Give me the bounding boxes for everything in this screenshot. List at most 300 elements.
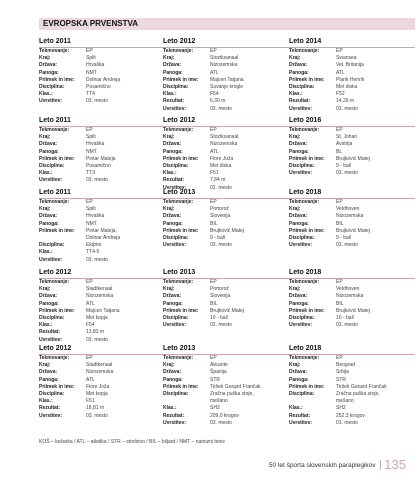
field-label: Klas.: bbox=[39, 170, 53, 177]
field-row bbox=[163, 156, 285, 163]
field-value: Brujković Matej bbox=[336, 307, 370, 314]
field-row bbox=[163, 62, 285, 69]
field-value: 03. mesto bbox=[210, 105, 232, 112]
field-label: Kraj: bbox=[163, 206, 175, 213]
field-label: Kraj: bbox=[163, 55, 175, 62]
field-label: Uvrstitev: bbox=[289, 170, 313, 177]
field-label: Tekmovanje: bbox=[39, 279, 70, 285]
field-value: ATL bbox=[210, 69, 219, 76]
field-value: Nizozemska bbox=[86, 369, 114, 376]
field-row bbox=[289, 206, 411, 213]
field-label: Kraj: bbox=[289, 134, 301, 141]
field-value: Dolinar Andreja bbox=[86, 76, 121, 83]
field-row bbox=[39, 257, 161, 264]
field-row bbox=[163, 163, 285, 170]
field-label: Klas.: bbox=[39, 398, 53, 405]
field-row bbox=[289, 242, 411, 249]
field-label: Uvrstitev: bbox=[289, 322, 313, 329]
field-row bbox=[289, 279, 411, 286]
field-row bbox=[289, 420, 411, 427]
field-value: Split bbox=[86, 206, 96, 213]
field-value: mešano bbox=[336, 398, 354, 405]
field-row bbox=[289, 106, 411, 113]
field-value: Plank Henrik bbox=[336, 76, 365, 83]
field-row bbox=[163, 106, 285, 113]
field-value: TT3 bbox=[86, 170, 95, 177]
field-row bbox=[163, 279, 285, 286]
field-label: Priimek in ime: bbox=[163, 383, 199, 390]
field-label: Država: bbox=[39, 293, 58, 300]
result-entry bbox=[289, 48, 411, 113]
field-value: SH2 bbox=[336, 405, 346, 412]
field-row bbox=[289, 98, 411, 105]
field-value: EP bbox=[86, 127, 93, 133]
field-value: 03. mesto bbox=[86, 98, 108, 105]
field-row bbox=[39, 301, 161, 308]
field-value: Suvanje krogle bbox=[210, 83, 244, 90]
field-label: Panoga: bbox=[289, 376, 309, 383]
field-label: Disciplina: bbox=[289, 314, 315, 321]
field-label: Disciplina: bbox=[163, 314, 189, 321]
field-value: Stoziksanaal bbox=[210, 134, 239, 141]
field-row bbox=[289, 235, 411, 242]
field-label: Država: bbox=[39, 62, 58, 69]
field-row bbox=[289, 91, 411, 98]
field-value: Brujković Matej bbox=[210, 227, 244, 234]
field-row bbox=[39, 77, 161, 84]
field-label: Disciplina: bbox=[39, 242, 65, 249]
result-entry bbox=[163, 48, 285, 113]
field-value: Swansea bbox=[336, 55, 357, 62]
field-row bbox=[163, 199, 285, 206]
year-heading: Leto 2011 bbox=[39, 38, 71, 45]
field-value: 209,0 krogov bbox=[210, 412, 239, 419]
field-row bbox=[39, 156, 161, 163]
result-entry bbox=[289, 279, 411, 329]
field-row bbox=[163, 384, 285, 391]
field-row bbox=[39, 293, 161, 300]
field-value: Beograd bbox=[336, 362, 355, 369]
field-value: 10 - ball bbox=[336, 314, 354, 321]
field-label: Tekmovanje: bbox=[289, 279, 320, 285]
field-value: Portorož bbox=[210, 206, 229, 213]
field-row bbox=[39, 228, 161, 235]
field-row bbox=[39, 134, 161, 141]
field-row bbox=[163, 134, 285, 141]
field-value: Alicante bbox=[210, 362, 228, 369]
field-label: Klas.: bbox=[163, 405, 177, 412]
field-row bbox=[39, 242, 161, 249]
field-value: Tiršek Gorazd Frančak bbox=[210, 383, 261, 390]
field-row bbox=[39, 70, 161, 77]
field-label: Država: bbox=[289, 141, 308, 148]
field-label: Država: bbox=[163, 369, 182, 376]
field-row bbox=[39, 315, 161, 322]
field-label: Država: bbox=[163, 141, 182, 148]
field-value: TT4 bbox=[86, 91, 95, 98]
year-heading: Leto 2013 bbox=[163, 345, 196, 352]
field-label: Rezultat: bbox=[39, 329, 61, 336]
field-row bbox=[39, 391, 161, 398]
field-value: 6,30 m bbox=[210, 98, 226, 105]
field-label: Tekmovanje: bbox=[163, 199, 194, 205]
year-heading: Leto 2014 bbox=[289, 38, 322, 45]
field-row bbox=[289, 286, 411, 293]
field-row bbox=[39, 369, 161, 376]
field-row bbox=[163, 206, 285, 213]
field-value: Majcen Tatjana bbox=[210, 76, 244, 83]
field-row bbox=[163, 369, 285, 376]
page-number: 135 bbox=[384, 457, 406, 472]
field-value: ATL bbox=[86, 376, 95, 383]
field-label: Rezultat: bbox=[289, 98, 311, 105]
field-row bbox=[39, 163, 161, 170]
field-label: Kraj: bbox=[163, 362, 175, 369]
field-value: Zračna puška stoje, bbox=[210, 390, 254, 397]
field-value: Stoziksanaal bbox=[210, 55, 239, 62]
field-label: Priimek in ime: bbox=[39, 76, 75, 83]
field-row bbox=[163, 177, 285, 184]
field-label: Rezultat: bbox=[289, 412, 311, 419]
field-label: Disciplina: bbox=[163, 390, 189, 397]
field-row bbox=[163, 221, 285, 228]
field-value: EP bbox=[336, 355, 343, 361]
field-row bbox=[289, 62, 411, 69]
field-row bbox=[289, 163, 411, 170]
field-value: Stadtkenaal bbox=[86, 286, 113, 293]
field-label: Priimek in ime: bbox=[163, 307, 199, 314]
field-row bbox=[289, 48, 411, 55]
field-row bbox=[39, 221, 161, 228]
field-row bbox=[39, 149, 161, 156]
field-value: 03. mesto bbox=[86, 256, 108, 263]
field-row bbox=[163, 405, 285, 412]
year-heading: Leto 2016 bbox=[289, 117, 322, 124]
field-label: Država: bbox=[289, 293, 308, 300]
field-row bbox=[39, 213, 161, 220]
field-row bbox=[163, 141, 285, 148]
field-value: Slovenija bbox=[210, 293, 231, 300]
field-value: Split bbox=[86, 55, 96, 62]
field-value: Posamično bbox=[86, 83, 111, 90]
result-entry bbox=[39, 279, 161, 344]
field-value: Split bbox=[86, 134, 96, 141]
field-label: Država: bbox=[163, 213, 182, 220]
field-row bbox=[39, 279, 161, 286]
field-value: F54 bbox=[210, 91, 219, 98]
field-value: BIL bbox=[210, 300, 218, 307]
field-label: Uvrstitev: bbox=[289, 419, 313, 426]
field-row bbox=[289, 149, 411, 156]
field-row bbox=[39, 141, 161, 148]
field-value: 10 - ball bbox=[210, 314, 228, 321]
field-row bbox=[289, 228, 411, 235]
field-label: Panoga: bbox=[163, 148, 183, 155]
field-value: 9 - ball bbox=[210, 234, 226, 241]
field-label: Tekmovanje: bbox=[39, 199, 70, 205]
year-heading: Leto 2013 bbox=[163, 269, 196, 276]
field-row bbox=[39, 329, 161, 336]
field-label: Država: bbox=[39, 213, 58, 220]
field-label: Disciplina: bbox=[39, 314, 65, 321]
field-label: Panoga: bbox=[163, 376, 183, 383]
field-label: Država: bbox=[39, 369, 58, 376]
field-label: Disciplina: bbox=[289, 83, 315, 90]
field-row bbox=[163, 355, 285, 362]
section-title: EVROPSKA PRVENSTVA bbox=[43, 19, 138, 28]
field-label: Panoga: bbox=[39, 300, 59, 307]
field-value: Španija bbox=[210, 369, 227, 376]
field-row bbox=[39, 177, 161, 184]
page-footer bbox=[269, 456, 406, 470]
field-row bbox=[289, 141, 411, 148]
field-label: Država: bbox=[163, 293, 182, 300]
field-row bbox=[39, 170, 161, 177]
field-row bbox=[39, 199, 161, 206]
field-value: Posamično bbox=[86, 162, 111, 169]
field-row bbox=[163, 293, 285, 300]
field-value: Nizozemska bbox=[86, 293, 114, 300]
field-label: Klas.: bbox=[289, 91, 303, 98]
field-row bbox=[163, 242, 285, 249]
field-value: 03. mesto bbox=[336, 322, 358, 329]
field-row bbox=[163, 301, 285, 308]
field-value: 02. mesto bbox=[210, 322, 232, 329]
field-row bbox=[163, 170, 285, 177]
field-row bbox=[163, 228, 285, 235]
field-value: Met kopja bbox=[86, 390, 108, 397]
field-label: Rezultat: bbox=[163, 177, 185, 184]
field-value: Hrvaška bbox=[86, 213, 105, 220]
field-row bbox=[289, 221, 411, 228]
field-row bbox=[39, 55, 161, 62]
field-value: Dolinar Andreja bbox=[86, 234, 121, 241]
field-value: STR bbox=[210, 376, 220, 383]
field-value: EP bbox=[210, 127, 217, 133]
field-label: Kraj: bbox=[289, 55, 301, 62]
field-value: Ekipno bbox=[86, 242, 102, 249]
field-row bbox=[39, 127, 161, 134]
field-row bbox=[289, 156, 411, 163]
field-label: Priimek in ime: bbox=[163, 227, 199, 234]
field-label: Kraj: bbox=[39, 206, 51, 213]
result-entry bbox=[163, 199, 285, 249]
field-label: Uvrstitev: bbox=[289, 105, 313, 112]
field-label: Kraj: bbox=[163, 134, 175, 141]
field-value: F52 bbox=[336, 91, 345, 98]
field-row bbox=[39, 308, 161, 315]
field-label: Država: bbox=[163, 62, 182, 69]
field-row bbox=[163, 235, 285, 242]
result-entry bbox=[163, 355, 285, 427]
field-value: Majcen Tatjana bbox=[86, 307, 120, 314]
field-label: Klas.: bbox=[39, 322, 53, 329]
field-value: ATL bbox=[336, 69, 345, 76]
field-label: Priimek in ime: bbox=[289, 76, 325, 83]
field-row bbox=[163, 398, 285, 405]
field-value: EP bbox=[210, 48, 217, 54]
field-value: EP bbox=[210, 355, 217, 361]
field-row bbox=[289, 55, 411, 62]
field-label: Klas.: bbox=[289, 405, 303, 412]
field-label: Priimek in ime: bbox=[39, 155, 75, 162]
field-label: Priimek in ime: bbox=[39, 383, 75, 390]
year-heading: Leto 2012 bbox=[39, 345, 72, 352]
field-row bbox=[163, 48, 285, 55]
field-value: EP bbox=[86, 48, 93, 54]
field-row bbox=[39, 48, 161, 55]
field-row bbox=[289, 362, 411, 369]
field-label: Disciplina: bbox=[289, 234, 315, 241]
field-row bbox=[289, 315, 411, 322]
result-entry bbox=[163, 127, 285, 192]
field-value: Veldhoven bbox=[336, 206, 360, 213]
field-label: Uvrstitev: bbox=[39, 98, 63, 105]
field-row bbox=[163, 213, 285, 220]
field-value: BIL bbox=[336, 300, 344, 307]
year-heading: Leto 2011 bbox=[39, 117, 71, 124]
result-entry bbox=[39, 48, 161, 106]
field-label: Klas.: bbox=[39, 91, 53, 98]
field-label: Disciplina: bbox=[163, 83, 189, 90]
field-row bbox=[39, 413, 161, 420]
year-heading: Leto 2011 bbox=[39, 189, 71, 196]
result-entry bbox=[289, 127, 411, 177]
field-value: Vel. Britanija bbox=[336, 62, 364, 69]
field-row bbox=[289, 213, 411, 220]
year-heading: Leto 2018 bbox=[289, 189, 322, 196]
field-row bbox=[39, 91, 161, 98]
field-row bbox=[163, 55, 285, 62]
field-label: Klas.: bbox=[163, 91, 177, 98]
field-value: EP bbox=[336, 48, 343, 54]
field-value: NMT bbox=[86, 148, 97, 155]
result-entry bbox=[39, 199, 161, 264]
field-label: Panoga: bbox=[39, 148, 59, 155]
field-label: Tekmovanje: bbox=[289, 355, 320, 361]
field-label: Klas.: bbox=[163, 170, 177, 177]
field-label: Kraj: bbox=[289, 206, 301, 213]
field-row bbox=[289, 405, 411, 412]
field-label: Panoga: bbox=[163, 300, 183, 307]
field-row bbox=[39, 206, 161, 213]
field-value: ATL bbox=[210, 148, 219, 155]
field-label: Panoga: bbox=[289, 220, 309, 227]
field-value: Slovenija bbox=[210, 213, 231, 220]
field-value: EP bbox=[336, 199, 343, 205]
field-value: SH2 bbox=[210, 405, 220, 412]
field-value: 9 - ball bbox=[336, 162, 352, 169]
field-row bbox=[163, 84, 285, 91]
field-label: Priimek in ime: bbox=[39, 227, 75, 234]
field-value: EP bbox=[86, 355, 93, 361]
field-label: Uvrstitev: bbox=[163, 184, 187, 191]
field-row bbox=[163, 308, 285, 315]
field-row bbox=[163, 377, 285, 384]
field-value: F51 bbox=[210, 170, 219, 177]
field-label: Priimek in ime: bbox=[289, 155, 325, 162]
field-value: Met diska bbox=[336, 83, 358, 90]
field-value: 252,3 krogov bbox=[336, 412, 365, 419]
field-label: Uvrstitev: bbox=[39, 412, 63, 419]
field-label: Tekmovanje: bbox=[289, 48, 320, 54]
field-value: F51 bbox=[86, 398, 95, 405]
field-row bbox=[39, 249, 161, 256]
field-row bbox=[289, 413, 411, 420]
field-label: Tekmovanje: bbox=[163, 127, 194, 133]
field-row bbox=[163, 322, 285, 329]
field-row bbox=[163, 413, 285, 420]
book-title: 50 let športa slovenskih paraplegikov bbox=[268, 462, 376, 469]
field-label: Tekmovanje: bbox=[39, 127, 70, 133]
field-label: Disciplina: bbox=[39, 162, 65, 169]
year-heading: Leto 2012 bbox=[39, 269, 72, 276]
field-row bbox=[39, 398, 161, 405]
field-value: 13,83 m bbox=[86, 329, 105, 336]
result-entry bbox=[39, 127, 161, 185]
field-row bbox=[289, 369, 411, 376]
field-row bbox=[39, 337, 161, 344]
field-label: Kraj: bbox=[39, 134, 51, 141]
field-value: mešano bbox=[210, 398, 228, 405]
field-value: Fiore Joža bbox=[86, 383, 110, 390]
field-value: Nizozemska bbox=[336, 293, 364, 300]
field-label: Disciplina: bbox=[289, 390, 315, 397]
field-value: EP bbox=[336, 127, 343, 133]
field-row bbox=[163, 149, 285, 156]
field-row bbox=[289, 398, 411, 405]
field-value: Brujković Matej bbox=[336, 155, 370, 162]
result-entry bbox=[39, 355, 161, 420]
field-value: EP bbox=[210, 279, 217, 285]
field-row bbox=[289, 70, 411, 77]
field-value: 03. mesto bbox=[86, 177, 108, 184]
footer-divider bbox=[380, 460, 381, 470]
field-value: 03. mesto bbox=[336, 170, 358, 177]
field-value: Brujković Matej bbox=[336, 227, 370, 234]
field-value: Pintar Mateja bbox=[86, 155, 116, 162]
result-entry bbox=[289, 199, 411, 249]
section-header bbox=[39, 18, 415, 30]
field-value: 03. mesto bbox=[210, 419, 232, 426]
field-label: Panoga: bbox=[163, 220, 183, 227]
field-row bbox=[289, 384, 411, 391]
field-row bbox=[163, 77, 285, 84]
field-row bbox=[289, 308, 411, 315]
field-value: 03. mesto bbox=[336, 242, 358, 249]
field-value: EP bbox=[336, 279, 343, 285]
field-label: Priimek in ime: bbox=[163, 76, 199, 83]
field-value: Brujković Matej bbox=[210, 307, 244, 314]
result-entry bbox=[289, 355, 411, 427]
field-value: Avstrija bbox=[336, 141, 353, 148]
field-label: Kraj: bbox=[289, 286, 301, 293]
field-label: Uvrstitev: bbox=[163, 322, 187, 329]
field-value: Veldhoven bbox=[336, 286, 360, 293]
field-label: Država: bbox=[289, 62, 308, 69]
field-value: Hrvaška bbox=[86, 141, 105, 148]
field-row bbox=[289, 301, 411, 308]
field-value: BIL bbox=[210, 220, 218, 227]
field-value: 9 - ball bbox=[336, 234, 352, 241]
field-value: Pintar Mateja, bbox=[86, 227, 117, 234]
field-value: NMT bbox=[86, 220, 97, 227]
field-row bbox=[163, 315, 285, 322]
field-label: Uvrstitev: bbox=[163, 105, 187, 112]
year-heading: Leto 2012 bbox=[163, 117, 196, 124]
field-label: Disciplina: bbox=[39, 390, 65, 397]
field-value: Fiore Joža bbox=[210, 155, 234, 162]
